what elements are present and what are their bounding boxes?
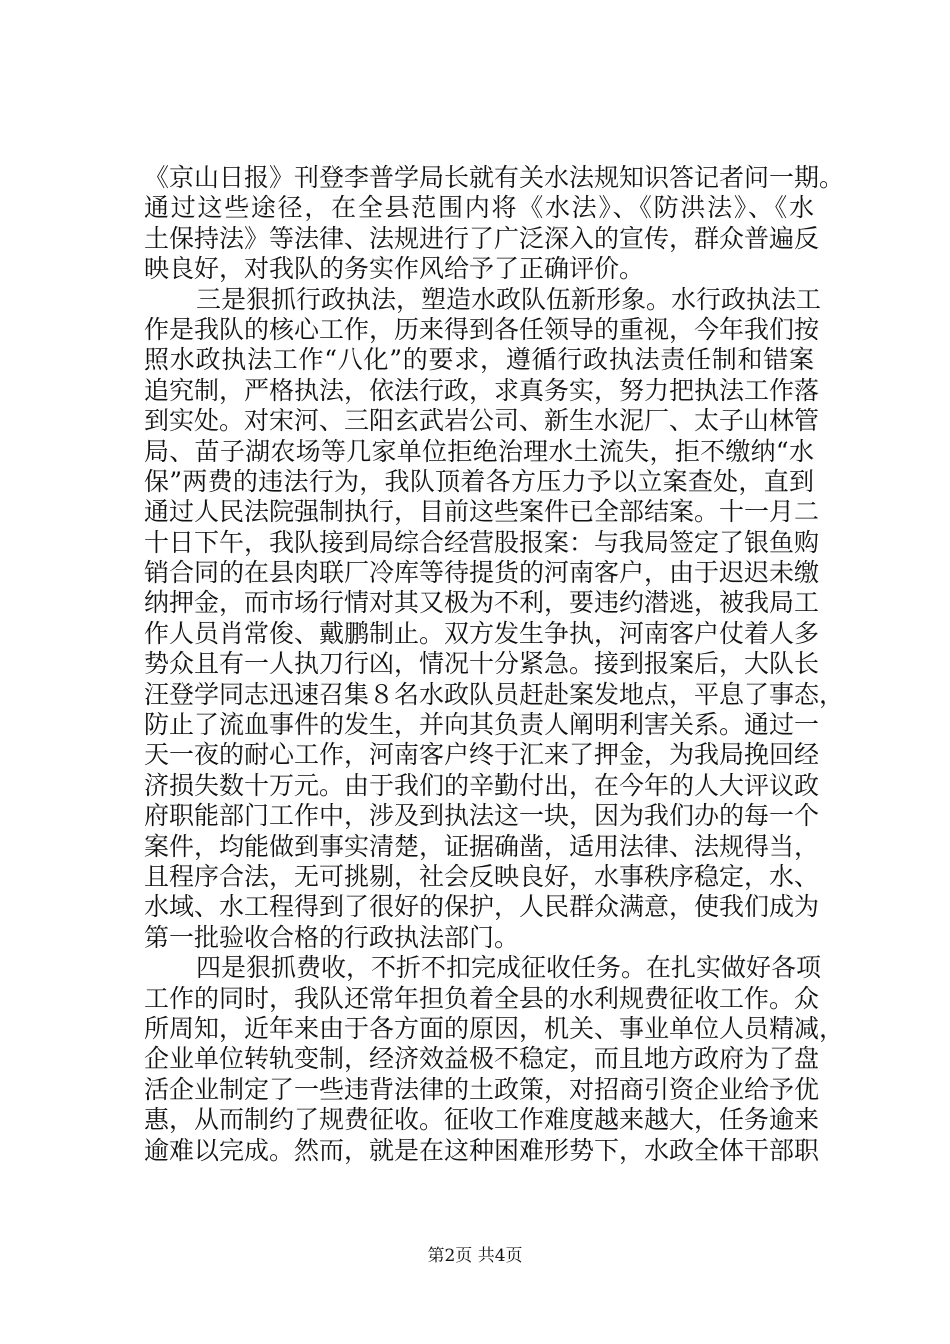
text-line: 府职能部门工作中，涉及到执法这一块，因为我们办的每一个 — [144, 801, 820, 831]
text-line: 通过这些途径，在全县范围内将《水法》、《防洪法》、《水 — [144, 193, 814, 223]
text-line: 济损失数十万元。由于我们的辛勤付出，在今年的人大评议政 — [144, 770, 820, 800]
paragraph-start-line: 四是狠抓费收，不折不扣完成征收任务。在扎实做好各项 — [196, 953, 822, 983]
text-line: 局、苗子湖农场等几家单位拒绝治理水土流失，拒不缴纳“水 — [144, 436, 814, 466]
page-number-footer: 第2页 共4页 — [427, 1246, 523, 1266]
text-line: 势众且有一人执刀行凶，情况十分紧急。接到报案后，大队长 — [144, 649, 820, 679]
text-line: 且程序合法，无可挑剔，社会反映良好，水事秩序稳定，水、 — [144, 861, 820, 891]
text-line: 作是我队的核心工作，历来得到各任领导的重视，今年我们按 — [144, 314, 820, 344]
text-line: 十日下午，我队接到局综合经营股报案：与我局签定了银鱼购 — [144, 527, 820, 557]
text-line: 活企业制定了一些违背法律的土政策，对招商引资企业给予优 — [144, 1074, 820, 1104]
text-line: 案件，均能做到事实清楚，证据确凿，适用法律、法规得当， — [144, 831, 820, 861]
text-line: 企业单位转轨变制，经济效益极不稳定，而且地方政府为了盘 — [144, 1044, 820, 1074]
text-line: 通过人民法院强制执行，目前这些案件已全部结案。十一月二 — [144, 497, 820, 527]
paragraph-start-line: 三是狠抓行政执法，塑造水政队伍新形象。水行政执法工 — [196, 284, 822, 314]
text-line: 到实处。对宋河、三阳玄武岩公司、新生水泥厂、太子山林管 — [144, 406, 820, 436]
body-text — [144, 163, 845, 1166]
text-line: 《京山日报》刊登李普学局长就有关水法规知识答记者问一期。 — [144, 163, 845, 192]
text-line: 工作的同时，我队还常年担负着全县的水利规费征收工作。众 — [144, 983, 820, 1013]
text-line: 保”两费的违法行为，我队顶着各方压力予以立案查处，直到 — [144, 466, 814, 496]
text-line: 土保持法》等法律、法规进行了广泛深入的宣传，群众普遍反 — [144, 223, 820, 253]
text-line: 照水政执法工作“八化”的要求，遵循行政执法责任制和错案 — [144, 345, 814, 375]
text-line: 水域、水工程得到了很好的保护，人民群众满意，使我们成为 — [144, 892, 820, 922]
text-line: 防止了流血事件的发生，并向其负责人阐明利害关系。通过一 — [144, 710, 820, 740]
text-line: 所周知，近年来由于各方面的原因，机关、事业单位人员精减， — [144, 1013, 845, 1043]
text-line: 纳押金，而市场行情对其又极为不利，要违约潜逃，被我局工 — [144, 588, 820, 618]
text-line: 惠，从而制约了规费征收。征收工作难度越来越大，任务逾来 — [144, 1105, 820, 1135]
text-line: 逾难以完成。然而，就是在这种困难形势下，水政全体干部职 — [144, 1135, 820, 1165]
text-line: 第一批验收合格的行政执法部门。 — [144, 922, 520, 952]
text-line: 作人员肖常俊、戴鹏制止。双方发生争执，河南客户仗着人多 — [144, 618, 820, 648]
text-line: 销合同的在县肉联厂冷库等待提货的河南客户，由于迟迟未缴 — [144, 558, 820, 588]
text-line: 天一夜的耐心工作，河南客户终于汇来了押金，为我局挽回经 — [144, 740, 820, 770]
text-line: 汪登学同志迅速召集８名水政队员赶赴案发地点，平息了事态， — [144, 679, 845, 709]
text-line: 映良好，对我队的务实作风给予了正确评价。 — [144, 254, 645, 284]
text-line: 追究制，严格执法，依法行政，求真务实，努力把执法工作落 — [144, 375, 820, 405]
